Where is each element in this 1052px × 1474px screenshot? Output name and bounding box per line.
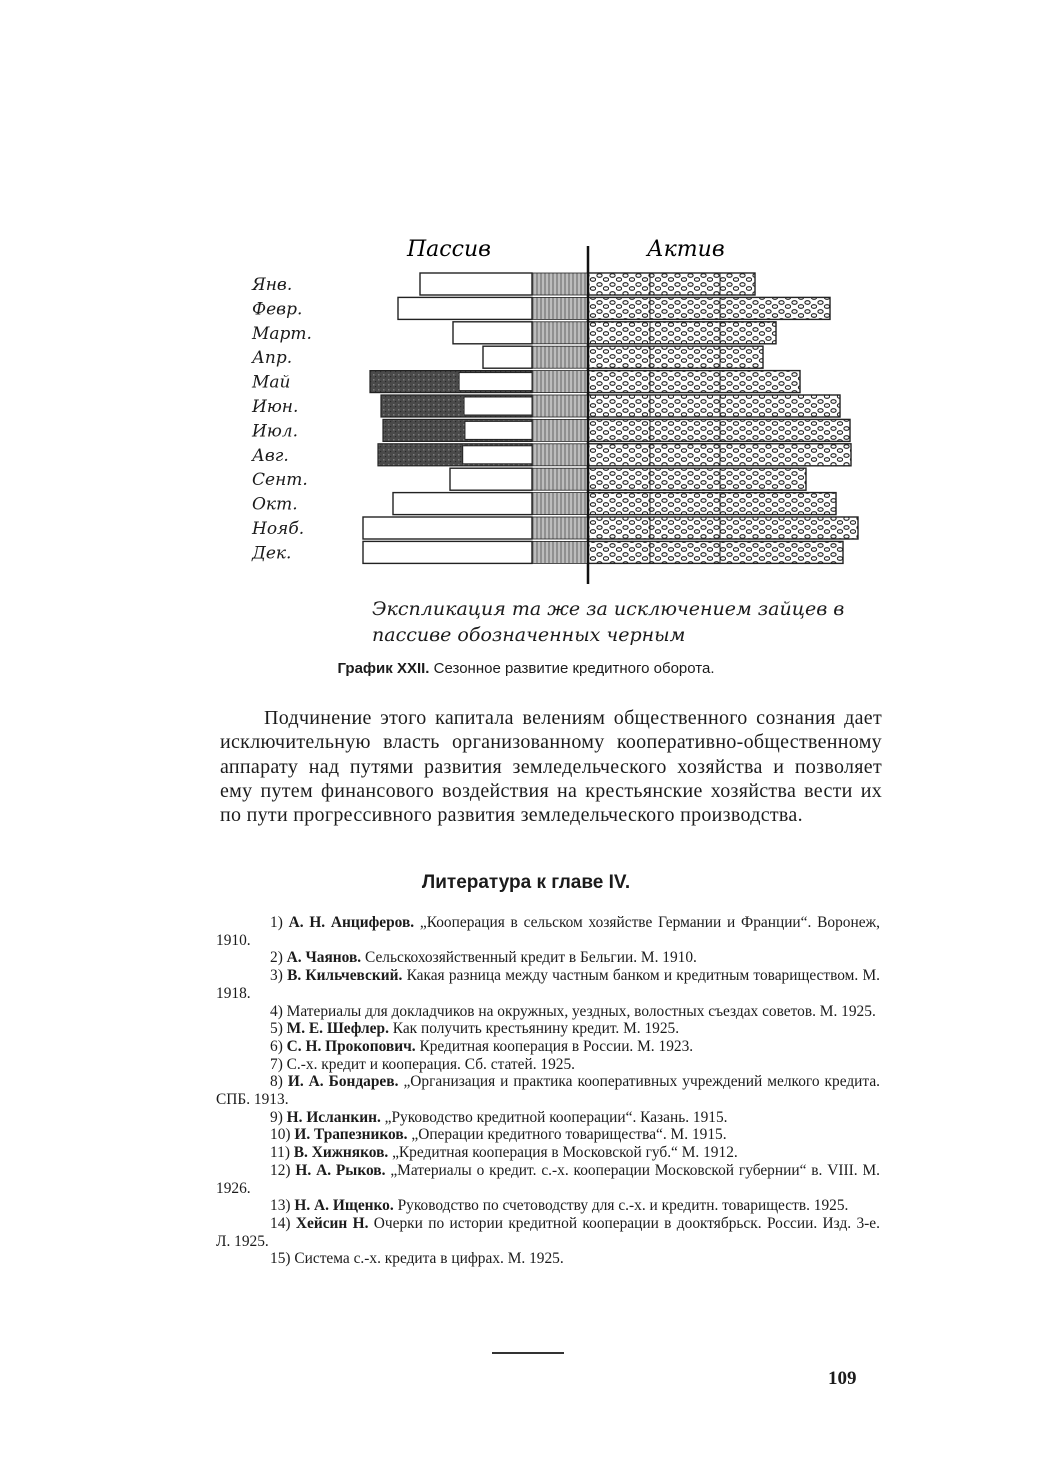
passive-bar-12 (363, 541, 532, 563)
literature-heading: Литература к главе IV. (421, 872, 631, 893)
literature-item-author: М. Е. Шефлер. (286, 1020, 393, 1038)
seasonal-credit-chart (232, 228, 872, 588)
passive-bar-3 (453, 322, 532, 344)
chart-month-labels (251, 275, 312, 563)
month-label-2: Февр. (252, 299, 303, 320)
passive-bar-10 (393, 493, 532, 515)
passive-hatch-12 (532, 541, 588, 563)
passive-bar-9 (450, 468, 532, 490)
month-label-1: Янв. (252, 275, 293, 295)
literature-item-text: „Материалы о кредит. с.-х. кооперации Московской губернии“ в. VIII. М. 1926. (216, 1161, 880, 1197)
literature-item-text: „Операции кредитного товарищества“. М. 1915. (411, 1126, 727, 1144)
literature-item-number: 1) (270, 914, 289, 931)
literature-item (216, 1109, 880, 1127)
passive-hatch-3 (532, 322, 588, 344)
passive-hatch-6 (532, 395, 588, 417)
active-label: Актив (647, 237, 725, 262)
month-label-3: Март. (252, 323, 312, 344)
literature-item (216, 1144, 880, 1162)
literature-item-number: 6) (270, 1037, 287, 1055)
literature-item-number: 8) (270, 1073, 288, 1091)
active-bar-9 (588, 468, 806, 490)
literature-item (216, 1250, 880, 1268)
literature-item (216, 1020, 880, 1038)
literature-item-text: „Руководство кредитной кооперации“. Казань. 1915. (384, 1108, 728, 1126)
active-bar-5 (588, 371, 800, 393)
month-label-5: Май (252, 372, 291, 393)
active-bar-7 (588, 419, 850, 441)
active-bar-12 (588, 541, 843, 563)
literature-item-number: 13) (270, 1197, 295, 1215)
literature-item-text: Очерки по истории кредитной кооперации в дооктябрьск. России. Изд. 3-е. Л. 1925. (216, 1214, 880, 1250)
literature-item (216, 1215, 880, 1250)
literature-item-number: 7) (270, 1055, 287, 1073)
active-bar-1 (588, 273, 755, 295)
literature-item-author: А. Н. Анциферов. (288, 914, 420, 931)
literature-item-text: Как получить крестьянину кредит. М. 1925. (392, 1020, 680, 1038)
literature-item (216, 1038, 880, 1056)
literature-item-text: Кредитная кооперация в России. М. 1923. (419, 1037, 694, 1055)
passive-inner-7 (465, 421, 532, 439)
literature-item (216, 949, 880, 967)
active-bar-2 (588, 297, 830, 319)
passive-hatch-1 (532, 273, 588, 295)
active-bar-3 (588, 322, 776, 344)
month-label-9: Сент. (252, 470, 308, 491)
literature-item-author: Н. А. Рыков. (295, 1161, 391, 1179)
literature-item-text: Какая разница между частным банком и кредитным товариществом. М. 1918. (216, 967, 881, 1002)
literature-item (216, 1003, 880, 1021)
literature-item-text: „Кредитная кооперация в Московской губ.“ М. 1912. (392, 1144, 738, 1162)
passive-hatch-7 (532, 419, 588, 441)
literature-item-text: Материалы для докладчиков на окружных, уездных, волостных съездах советов. М. 1925. (286, 1002, 876, 1020)
literature-item-number: 15) (270, 1250, 295, 1268)
passive-hatch-10 (532, 493, 588, 515)
active-bar-4 (588, 346, 763, 368)
chart-caption (0, 660, 1052, 677)
caption-text: Сезонное развитие кредитного оборота. (433, 660, 715, 677)
body-paragraph-block (220, 706, 882, 827)
literature-item-number: 14) (270, 1214, 296, 1232)
literature-item-number: 11) (270, 1144, 294, 1162)
literature-item (216, 1073, 880, 1108)
passive-bar-1 (420, 273, 532, 295)
literature-item-number: 4) (270, 1002, 287, 1020)
footer-rule (492, 1352, 564, 1354)
passive-hatch-4 (532, 346, 588, 368)
passive-bar-11 (363, 517, 532, 539)
literature-item (216, 967, 880, 1002)
active-bar-11 (588, 517, 858, 539)
passive-hatch-11 (532, 517, 588, 539)
literature-item (216, 914, 880, 949)
literature-item-author: Хейсин Н. (295, 1214, 374, 1232)
literature-item-number: 12) (270, 1161, 296, 1179)
literature-item-number: 3) (270, 967, 288, 985)
passive-hatch-5 (532, 371, 588, 393)
passive-hatch-8 (532, 444, 588, 466)
month-label-10: Окт. (252, 494, 298, 515)
month-label-6: Июн. (252, 397, 299, 417)
literature-item-author: И. Трапезников. (294, 1126, 412, 1144)
month-label-12: Дек. (252, 543, 292, 564)
literature-item-text: „Организация и практика кооперативных учреждений мелкого кредита. СПБ. 1913. (216, 1073, 881, 1109)
literature-item-text: Сельскохозяйственный кредит в Бельгии. М. 1910. (365, 949, 697, 967)
literature-item-number: 5) (270, 1020, 287, 1038)
literature-item-author: И. А. Бондарев. (287, 1073, 404, 1091)
literature-item-text: С.-х. кредит и кооперация. Сб. статей. 1925. (286, 1055, 576, 1073)
literature-item-text: Система с.-х. кредита в цифрах. М. 1925. (294, 1250, 564, 1268)
literature-list (216, 914, 880, 1268)
month-label-8: Авг. (252, 445, 289, 466)
literature-item-number: 10) (270, 1126, 295, 1144)
month-label-4: Апр. (252, 348, 293, 369)
passive-inner-6 (464, 397, 532, 415)
literature-item-number: 2) (270, 949, 287, 967)
active-bar-6 (588, 395, 840, 417)
literature-item (216, 1056, 880, 1074)
literature-item-text: Руководство по счетоводству для с.-х. и кредитн. товариществ. 1925. (397, 1197, 849, 1215)
page-number: 109 (828, 1368, 857, 1389)
literature-item-text: „Кооперация в сельском хозяйстве Германии и Франции“. Воронеж, 1910. (216, 914, 881, 949)
passive-hatch-2 (532, 297, 588, 319)
caption-label: График XXII. (337, 660, 430, 677)
literature-item-author: В. Хижняков. (293, 1144, 393, 1162)
passive-inner-8 (463, 446, 532, 464)
passive-inner-5 (459, 373, 532, 391)
literature-item-author: Н. А. Ищенко. (294, 1197, 398, 1215)
literature-item-author: В. Кильчевский. (287, 967, 407, 985)
passive-bar-4 (483, 346, 532, 368)
chart-bars (363, 273, 858, 563)
active-bar-10 (588, 493, 836, 515)
month-label-11: Нояб. (252, 519, 305, 539)
passive-label: Пассив (407, 237, 491, 262)
literature-item (216, 1197, 880, 1215)
chart-note-text: Экспликация та же за исключением зайцев в пассиве обозначенных черным (372, 598, 845, 646)
body-paragraph: Подчинение этого капитала велениям общественного сознания дает исключительную власть организованному кооперативно-общественному аппарату над путями развития земледельческого хозяйства и позволяет ему путем финансового воздействия на крестьянские хозяйства вести их по пути прогрессивного развития земледельческого производства. (220, 707, 882, 827)
literature-item (216, 1126, 880, 1144)
literature-item-number: 9) (270, 1108, 287, 1126)
literature-item-author: А. Чаянов. (286, 949, 365, 967)
passive-hatch-9 (532, 468, 588, 490)
literature-item-author: Н. Исланкин. (286, 1108, 385, 1126)
month-label-7: Июл. (252, 421, 299, 442)
literature-item (216, 1162, 880, 1197)
literature-item-author: С. Н. Прокопович. (286, 1037, 420, 1055)
passive-bar-2 (398, 297, 532, 319)
